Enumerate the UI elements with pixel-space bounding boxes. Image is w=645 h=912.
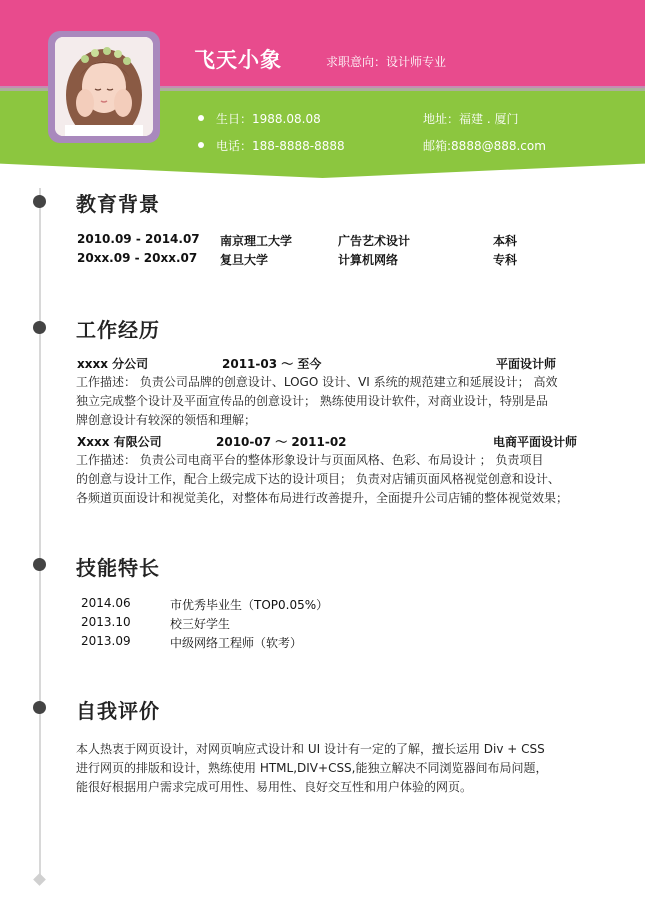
edu-degree: 专科 xyxy=(493,253,518,267)
edu-degree: 本科 xyxy=(493,234,518,248)
edu-major: 广告艺术设计 xyxy=(338,234,411,248)
job-company: xxxx 分公司 xyxy=(77,357,149,371)
skill-text: 市优秀毕业生（TOP0.05%） xyxy=(170,598,329,612)
job-description-line: 工作描述： 负责公司品牌的创意设计、LOGO 设计、VI 系统的规范建立和延展设计； 高效 xyxy=(76,375,558,389)
phone: 电话：188-8888-8888 xyxy=(216,139,345,153)
job-description xyxy=(76,451,600,508)
section-title-education: 教育背景 xyxy=(76,192,160,216)
job-period: 2011-03 ～ 至今 xyxy=(222,357,322,371)
job-description-line: 各频道页面设计和视觉美化，对整体布局进行改善提升，全面提升公司店铺的整体视觉效果； xyxy=(76,491,569,505)
job-description-line: 牌创意设计有较深的领悟和理解； xyxy=(76,413,257,427)
bullet-dot-icon xyxy=(198,142,204,148)
timeline-end-diamond-icon xyxy=(33,873,46,886)
section-title-self-evaluation: 自我评价 xyxy=(76,699,160,723)
email: 邮箱:8888@888.com xyxy=(423,139,546,153)
birthday: 生日：1988.08.08 xyxy=(216,112,321,126)
job-description-line: 独立完成整个设计及平面宣传品的创意设计； 熟练使用设计软件，对商业设计，特别是品 xyxy=(76,394,548,408)
self-evaluation-line: 能很好根据用户需求完成可用性、易用性、良好交互性和用户体验的网页。 xyxy=(76,780,473,794)
job-period: 2010-07 ～ 2011-02 xyxy=(216,435,347,449)
timeline-dot-icon xyxy=(33,195,46,208)
skill-text: 中级网络工程师（软考） xyxy=(170,636,303,650)
timeline-dot-icon xyxy=(33,321,46,334)
section-title-skills: 技能特长 xyxy=(76,556,160,580)
self-evaluation-line: 本人热衷于网页设计，对网页响应式设计和 UI 设计有一定的了解，擅长运用 Div + CSS xyxy=(76,742,545,756)
job-description xyxy=(76,373,600,430)
avatar-frame xyxy=(48,31,160,143)
edu-school: 复旦大学 xyxy=(220,253,269,267)
skill-date: 2013.10 xyxy=(81,615,131,629)
avatar xyxy=(55,37,153,136)
avatar-photo-illustration xyxy=(55,37,153,136)
job-position: 电商平面设计师 xyxy=(493,435,578,449)
self-evaluation-text xyxy=(76,740,600,797)
edu-period: 20xx.09 - 20xx.07 xyxy=(77,251,198,265)
job-objective: 求职意向：设计师专业 xyxy=(326,55,447,69)
job-description-line: 的创意与设计工作，配合上级完成下达的设计项目； 负责对店铺页面风格视觉创意和设计、 xyxy=(76,472,560,486)
timeline-dot-icon xyxy=(33,558,46,571)
candidate-name: 飞天小象 xyxy=(194,48,282,72)
address: 地址：福建 . 厦门 xyxy=(423,112,519,126)
job-description-line: 工作描述： 负责公司电商平台的整体形象设计与页面风格、色彩、布局设计 ； 负责项目 xyxy=(76,453,544,467)
section-title-work: 工作经历 xyxy=(76,318,160,342)
timeline-line xyxy=(39,188,41,878)
bullet-dot-icon xyxy=(198,115,204,121)
job-position: 平面设计师 xyxy=(496,357,557,371)
edu-school: 南京理工大学 xyxy=(220,234,293,248)
skill-date: 2014.06 xyxy=(81,596,131,610)
timeline-dot-icon xyxy=(33,701,46,714)
self-evaluation-line: 进行网页的排版和设计，熟练使用 HTML,DIV+CSS,能独立解决不同浏览器间布局问题， xyxy=(76,761,548,775)
edu-period: 2010.09 - 2014.07 xyxy=(77,232,200,246)
edu-major: 计算机网络 xyxy=(338,253,399,267)
job-company: Xxxx 有限公司 xyxy=(77,435,162,449)
skill-date: 2013.09 xyxy=(81,634,131,648)
skill-text: 校三好学生 xyxy=(170,617,231,631)
